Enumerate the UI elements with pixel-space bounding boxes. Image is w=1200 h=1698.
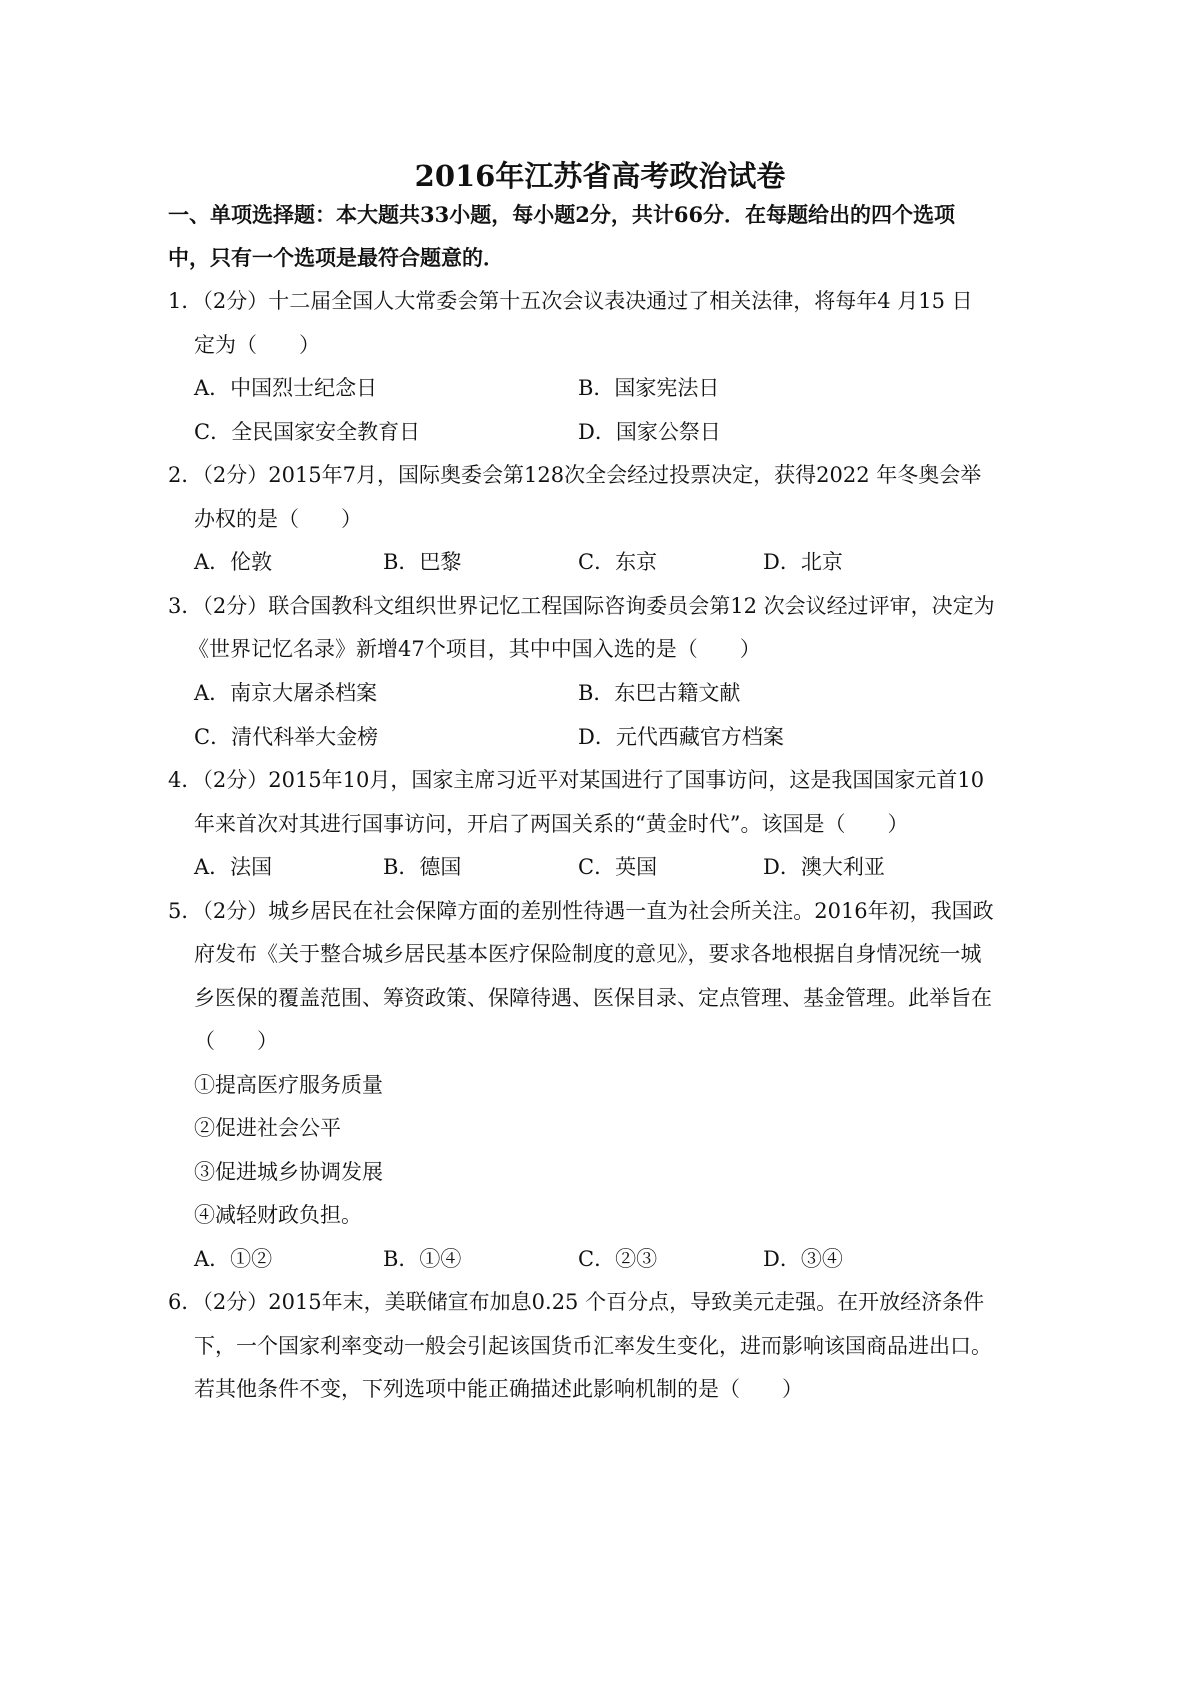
question-1-text-line-2: 定为（ ）: [194, 333, 320, 357]
question-3-text-line-2: 《世界记忆名录》新增47个项目，其中中国入选的是（ ）: [188, 637, 761, 661]
question-5-statement-3: ③促进城乡协调发展: [194, 1160, 383, 1184]
question-1-option-c: C．全民国家安全教育日: [194, 420, 421, 444]
question-3-text-line-1: 3．（2分）联合国教科文组织世界记忆工程国际咨询委员会第12 次会议经过评审，决定为: [168, 594, 995, 618]
question-6-text-line-1: 6．（2分）2015年末，美联储宣布加息0.25 个百分点，导致美元走强。在开放经济条件: [168, 1290, 985, 1314]
question-4-option-a: A．法国: [194, 855, 273, 879]
question-2-text-line-1: 2．（2分）2015年7月，国际奥委会第128次全会经过投票决定，获得2022 年冬奥会举: [168, 463, 982, 487]
question-5-statement-2: ②促进社会公平: [194, 1116, 341, 1140]
question-4-option-c: C．英国: [578, 855, 658, 879]
question-5-option-a: A．①②: [194, 1247, 273, 1271]
section-instruction-line-2: 中，只有一个选项是最符合题意的．: [168, 245, 504, 270]
question-5-text-line-1: 5．（2分）城乡居民在社会保障方面的差别性待遇一直为社会所关注。2016年初，我国政: [168, 899, 994, 923]
question-4-text-line-2: 年来首次对其进行国事访问，开启了两国关系的“黄金时代”。该国是（ ）: [194, 812, 909, 836]
question-1-option-d: D．国家公祭日: [578, 420, 721, 444]
question-6-text-line-3: 若其他条件不变，下列选项中能正确描述此影响机制的是（ ）: [194, 1377, 803, 1401]
question-5-text-line-4: （ ）: [194, 1029, 278, 1053]
question-2-option-b: B．巴黎: [383, 550, 462, 574]
question-3-option-b: B．东巴古籍文献: [578, 681, 741, 705]
question-1-option-b: B．国家宪法日: [578, 376, 720, 400]
question-5-statement-4: ④减轻财政负担。: [194, 1203, 362, 1227]
question-1-text-line-1: 1．（2分）十二届全国人大常委会第十五次会议表决通过了相关法律，将每年4 月15 日: [168, 289, 973, 313]
question-3-option-d: D．元代西藏官方档案: [578, 725, 784, 749]
page-title: 2016年江苏省高考政治试卷: [414, 159, 786, 193]
question-1-option-a: A．中国烈士纪念日: [194, 376, 378, 400]
question-2-text-line-2: 办权的是（ ）: [194, 507, 362, 531]
question-3-option-c: C．清代科举大金榜: [194, 725, 379, 749]
question-5-text-line-3: 乡医保的覆盖范围、筹资政策、保障待遇、医保目录、定点管理、基金管理。此举旨在: [194, 986, 992, 1010]
section-instruction-line-1: 一、单项选择题：本大题共33小题，每小题2分，共计66分．在每题给出的四个选项: [168, 202, 956, 227]
question-5-option-b: B．①④: [383, 1247, 462, 1271]
question-2-option-c: C．东京: [578, 550, 658, 574]
question-5-option-d: D．③④: [763, 1247, 843, 1271]
question-5-option-c: C．②③: [578, 1247, 658, 1271]
question-5-text-line-2: 府发布《关于整合城乡居民基本医疗保险制度的意见》，要求各地根据自身情况统一城: [194, 942, 982, 966]
question-6-text-line-2: 下，一个国家利率变动一般会引起该国货币汇率发生变化，进而影响该国商品进出口。: [194, 1334, 992, 1358]
question-2-option-a: A．伦敦: [194, 550, 273, 574]
question-2-option-d: D．北京: [763, 550, 843, 574]
question-4-text-line-1: 4．（2分）2015年10月，国家主席习近平对某国进行了国事访问，这是我国国家元首10: [168, 768, 985, 792]
question-4-option-d: D．澳大利亚: [763, 855, 885, 879]
question-3-option-a: A．南京大屠杀档案: [194, 681, 378, 705]
question-5-statement-1: ①提高医疗服务质量: [194, 1073, 383, 1097]
question-4-option-b: B．德国: [383, 855, 462, 879]
